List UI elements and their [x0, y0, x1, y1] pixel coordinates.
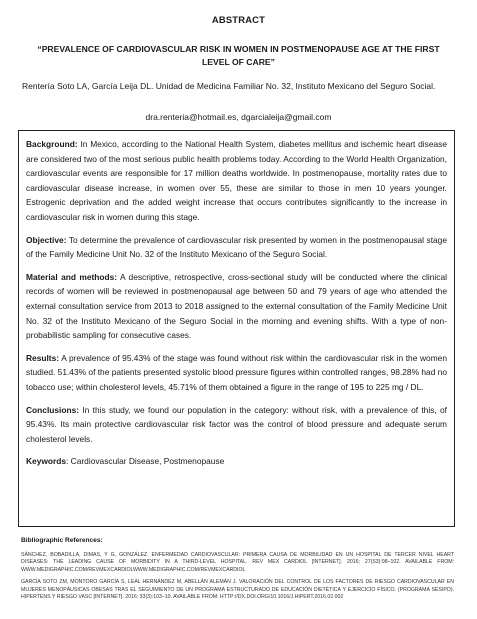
results-text: A prevalence of 95.43% of the stage was found without risk within the cardiovascular risk in the women studied. 51.43% of the patients presented systolic blood pressure figures within controlled ranges, 98.28% had no tobacco use; within cholesterol levels, 45.71% of them obtained a figure in the range of 195 to 225 mg / DL. — [26, 352, 447, 392]
methods-section — [26, 270, 447, 343]
background-section — [26, 137, 447, 225]
results-section — [26, 351, 447, 395]
methods-text: A descriptive, retrospective, cross-sectional study will be conducted where the clinical records of women will be reviewed in postmenopausal age between 50 and 79 years of age who attended the external consultation service from 2013 to 2018 assigned to the external consultation of the Family Medicine Unit No. 32 of the Instituto Mexicano of the Seguro Social in the morning and evening shifts. With a type of non-probabilistic sampling for consecutive cases. — [26, 271, 447, 341]
abstract-heading: ABSTRACT — [211, 14, 266, 25]
authors-affiliation: Rentería Soto LA, García Leija DL. Unidad de Medicina Familiar No. 32, Instituto Mexicano del Seguro Social. — [22, 81, 436, 91]
objective-section — [26, 233, 447, 262]
conclusions-text: In this study, we found our population in the category: without risk, with a prevalence of this, of 95.43%. Its main protective cardiovascular risk factor was the control of blood pressure and adequate serum cholesterol levels. — [26, 404, 447, 444]
keywords-text: : Cardiovascular Disease, Postmenopause — [66, 456, 225, 467]
keywords-label: Keywords — [26, 456, 67, 467]
bibliography-reference: GARCÍA SOTO ZM, MONTORO GARCÍA S, LEAL HERNÁNDEZ M, ABELLÁN ALEMÁN J. VALORACIÓN DEL CONTROL DE LOS FACTORES DE RIESGO CARDIOVASCULAR EN MUJERES MENOPÁUSICAS OBESAS TRAS EL SEGUIMIENTO DE UN PROGRAMA ESTRUCTURADO DE EDUCACIÓN DIETÉTICA Y EJERCICIO FÍSICO. (PROGRAMA SÉSIPO). HIPERTENS Y RIESGO VASC [INTERNET]. 2016; 33(3):103–10. AVAILABLE FROM: HTTP://DX.DOI.ORG/10.1016/J.HIPERT.2016.02.002 — [21, 579, 454, 601]
results-label: Results: — [26, 352, 60, 363]
conclusions-section — [26, 403, 447, 447]
abstract-box — [18, 130, 455, 527]
bibliography-list — [21, 552, 454, 606]
author-emails: dra.renteria@hotmail.es, dgarcialeija@gmail.com — [145, 112, 332, 122]
objective-label: Objective: — [26, 234, 67, 245]
background-text: In Mexico, according to the National Health System, diabetes mellitus and ischemic heart disease are considered two of the most serious public health problems today. According to the World Health Organization, cardiovascular events are responsible for 17 million deaths worldwide. In postmenopause, mortality rates due to cardiovascular disease increase, in women over 55, these are similar to those in men 10 years younger. Estrogenic deprivation and the added weight increase that occurs contributes significantly to the increase in cardiovascular risk in women during this stage. — [26, 139, 447, 222]
keywords-section — [26, 454, 447, 469]
bibliography-heading: Bibliographic References: — [21, 537, 103, 544]
conclusions-label: Conclusions: — [26, 404, 80, 415]
methods-label: Material and methods: — [26, 271, 118, 282]
paper-title: “PREVALENCE OF CARDIOVASCULAR RISK IN WOMEN IN POSTMENOPAUSE AGE AT THE FIRST LEVEL OF CARE” — [37, 44, 440, 67]
bibliography-reference: SÁNCHEZ, BOBADILLA, DIMAS, Y G, GONZÁLEZ. ENFERMEDAD CARDIOVASCULAR: PRIMERA CAUSA DE MORBILIDAD EN UN HOSPITAL DE TERCER NIVEL HEART DISEASES: THE LEADING CAUSE OF MORBIDITY IN A THIRD-LEVEL HOSPITAL. REV MEX CARDIOL [INTERNET]. 2016; 27(S3):98–102. AVAILABLE FROM: WWW.MEDIGRAPHIC.COM/REVMEXCARDIOLWWW.MEDIGRAPHIC.COM/REVMEXCARDIOL — [21, 552, 454, 573]
objective-text: To determine the prevalence of cardiovascular risk presented by women in the postmenopausal stage of the Family Medicine Unit No. 32 of the Instituto Mexicano of the Seguro Social. — [26, 234, 447, 260]
background-label: Background: — [26, 139, 78, 149]
